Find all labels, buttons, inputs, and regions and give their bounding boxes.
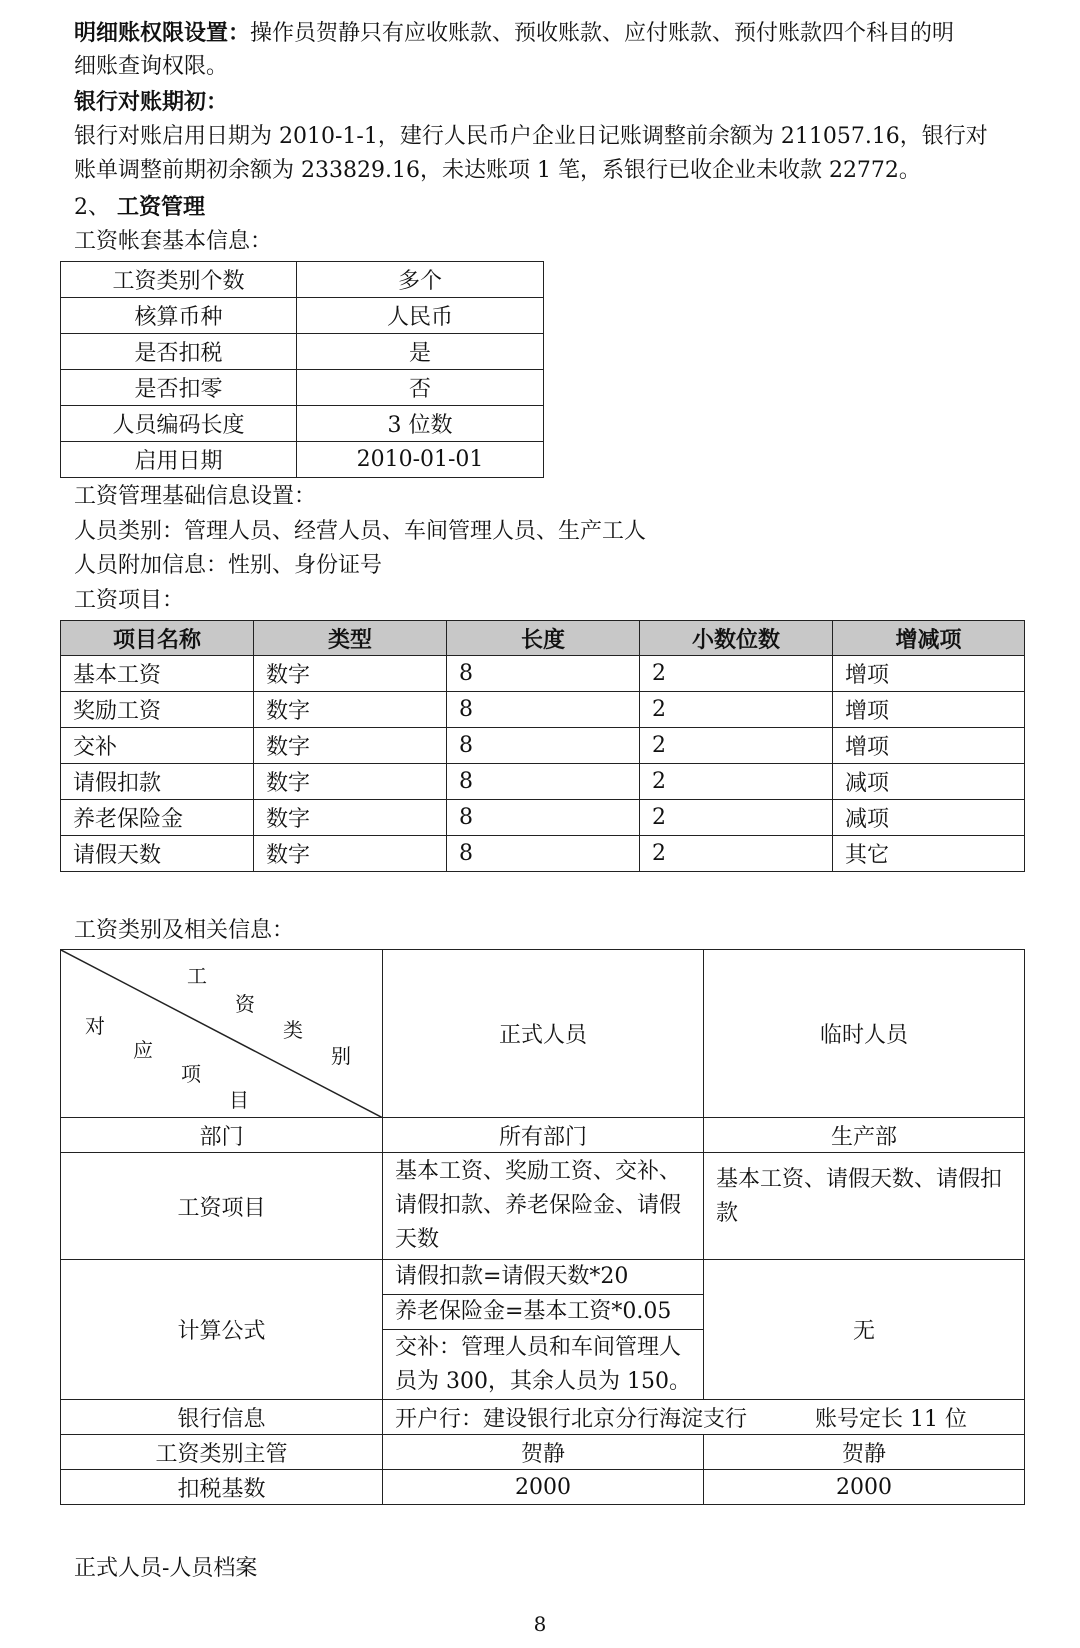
wage-items-cell: 交补: [61, 728, 254, 764]
formula-temp: 无: [704, 1260, 1025, 1400]
dept-temp: 生产部: [704, 1118, 1025, 1153]
tax-base-label: 扣税基数: [61, 1470, 383, 1505]
diag-top-char: 别: [331, 1044, 351, 1068]
wage-items-row: [61, 836, 1025, 872]
wage-items-cell: 2: [640, 656, 833, 692]
wage-items-cell: 基本工资: [61, 656, 254, 692]
bank-info: [383, 1400, 1025, 1435]
wage-items-header: 长度: [447, 621, 640, 656]
wage-items-header: 类型: [254, 621, 447, 656]
diag-bottom-char: 目: [229, 1088, 249, 1112]
col-regular-staff: 正式人员: [383, 950, 704, 1118]
diag-top-char: 工: [187, 964, 207, 988]
diagonal-line: [61, 950, 383, 1118]
detail-permission-label: 明细账权限设置：: [74, 20, 251, 46]
dept-regular: 所有部门: [383, 1118, 704, 1153]
wage-items-cell: 2: [640, 692, 833, 728]
wage-items-cell: 请假扣款: [61, 764, 254, 800]
wage-items-cell: 2: [640, 728, 833, 764]
wage-items-row: [61, 728, 1025, 764]
wage-items-cell: 其它: [833, 836, 1025, 872]
wage-items-cell: 数字: [254, 728, 447, 764]
wage-items-cell: 2: [640, 764, 833, 800]
basic-info-key: 工资类别个数: [61, 262, 297, 298]
diag-top-char: 资: [235, 992, 255, 1016]
wage-items-row: [61, 656, 1025, 692]
diag-bottom-char: 项: [181, 1062, 201, 1086]
tax-base-regular: 2000: [383, 1470, 704, 1505]
bank-label: 银行信息: [61, 1400, 383, 1435]
staff-types: 人员类别：管理人员、经营人员、车间管理人员、生产工人: [74, 519, 647, 544]
bank-account-length: 账号定长 11 位: [815, 1406, 967, 1432]
manager-label: 工资类别主管: [61, 1435, 383, 1470]
basic-info-key: 启用日期: [61, 442, 297, 478]
basic-info-value: 多个: [297, 262, 544, 298]
diag-bottom-char: 应: [133, 1038, 153, 1062]
diagonal-header-cell: [61, 950, 383, 1118]
wage-items-cell: 8: [447, 836, 640, 872]
basic-info-value: 2010-01-01: [297, 442, 544, 478]
formula-2: 养老保险金=基本工资*0.05: [383, 1295, 704, 1330]
basic-info-value: 是: [297, 334, 544, 370]
formula-3: 交补：管理人员和车间管理人员为 300，其余人员为 150。: [383, 1330, 704, 1400]
wage-items-caption: 工资项目：: [74, 588, 185, 613]
wage-items-cell: 数字: [254, 656, 447, 692]
tax-base-temp: 2000: [704, 1470, 1025, 1505]
bank-reconcile-heading: 银行对账期初：: [74, 89, 229, 115]
basic-info-key: 是否扣税: [61, 334, 297, 370]
diag-bottom-char: 对: [85, 1014, 105, 1038]
wage-items-cell: 2: [640, 800, 833, 836]
basic-info-value: 否: [297, 370, 544, 406]
wage-items-cell: 数字: [254, 800, 447, 836]
wage-items-cell: 奖励工资: [61, 692, 254, 728]
wage-items-cell: 增项: [833, 656, 1025, 692]
dept-label: 部门: [61, 1118, 383, 1153]
basic-info-table: [60, 261, 544, 478]
wage-items-cell: 2: [640, 836, 833, 872]
wage-items-row: [61, 800, 1025, 836]
formula-label: 计算公式: [61, 1260, 383, 1400]
section-heading: [74, 190, 205, 225]
wage-items-cell: 8: [447, 800, 640, 836]
wage-items-cell: 8: [447, 728, 640, 764]
basic-info-key: 是否扣零: [61, 370, 297, 406]
items-label: 工资项目: [61, 1153, 383, 1260]
wage-items-header: 小数位数: [640, 621, 833, 656]
wage-items-cell: 减项: [833, 800, 1025, 836]
col-temp-staff: 临时人员: [704, 950, 1025, 1118]
wage-class-caption: 工资类别及相关信息：: [74, 918, 295, 943]
basic-info-caption: 工资帐套基本信息：: [74, 229, 273, 254]
basic-info-row: [61, 442, 544, 478]
basic-info-row: [61, 406, 544, 442]
wage-items-cell: 数字: [254, 764, 447, 800]
detail-permission-line2: 细账查询权限。: [74, 54, 229, 79]
section-title: 工资管理: [117, 194, 206, 220]
wage-items-cell: 增项: [833, 728, 1025, 764]
wage-items-cell: 8: [447, 692, 640, 728]
manager-regular: 贺静: [383, 1435, 704, 1470]
wage-items-header: 增减项: [833, 621, 1025, 656]
diag-top-char: 类: [283, 1018, 303, 1042]
formula-1: 请假扣款=请假天数*20: [383, 1260, 704, 1295]
base-setup-caption: 工资管理基础信息设置：: [74, 484, 317, 509]
section-number: 2、: [74, 195, 110, 220]
wage-items-cell: 减项: [833, 764, 1025, 800]
wage-items-row: [61, 764, 1025, 800]
basic-info-value: 3 位数: [297, 406, 544, 442]
basic-info-row: [61, 298, 544, 334]
staff-extra-info: 人员附加信息：性别、身份证号: [74, 553, 383, 578]
detail-permission-line1: [74, 16, 954, 51]
wage-items-header: 项目名称: [61, 621, 254, 656]
wage-items-cell: 数字: [254, 692, 447, 728]
basic-info-row: [61, 334, 544, 370]
wage-items-cell: 8: [447, 656, 640, 692]
basic-info-row: [61, 262, 544, 298]
basic-info-row: [61, 370, 544, 406]
bank-branch: 开户行：建设银行北京分行海淀支行: [395, 1406, 748, 1432]
items-regular: 基本工资、奖励工资、交补、请假扣款、养老保险金、请假天数: [383, 1153, 704, 1260]
wage-items-cell: 增项: [833, 692, 1025, 728]
wage-items-table: [60, 620, 1025, 872]
wage-items-cell: 请假天数: [61, 836, 254, 872]
wage-items-row: [61, 692, 1025, 728]
wage-class-table: [60, 949, 1025, 1505]
bank-reconcile-line1: 银行对账启用日期为 2010-1-1，建行人民币户企业日记账调整前余额为 211057.16，银行对: [74, 124, 988, 149]
basic-info-key: 人员编码长度: [61, 406, 297, 442]
bank-reconcile-line2: 账单调整前期初余额为 233829.16，未达账项 1 笔，系银行已收企业未收款 22772。: [74, 158, 921, 183]
wage-items-cell: 8: [447, 764, 640, 800]
basic-info-value: 人民币: [297, 298, 544, 334]
page-number: 8: [533, 1612, 547, 1636]
manager-temp: 贺静: [704, 1435, 1025, 1470]
wage-items-cell: 数字: [254, 836, 447, 872]
wage-items-cell: 养老保险金: [61, 800, 254, 836]
basic-info-key: 核算币种: [61, 298, 297, 334]
items-temp: 基本工资、请假天数、请假扣款: [704, 1153, 1025, 1260]
footer-heading: 正式人员-人员档案: [74, 1556, 258, 1581]
detail-permission-text: 操作员贺静只有应收账款、预收账款、应付账款、预付账款四个科目的明: [250, 21, 955, 46]
